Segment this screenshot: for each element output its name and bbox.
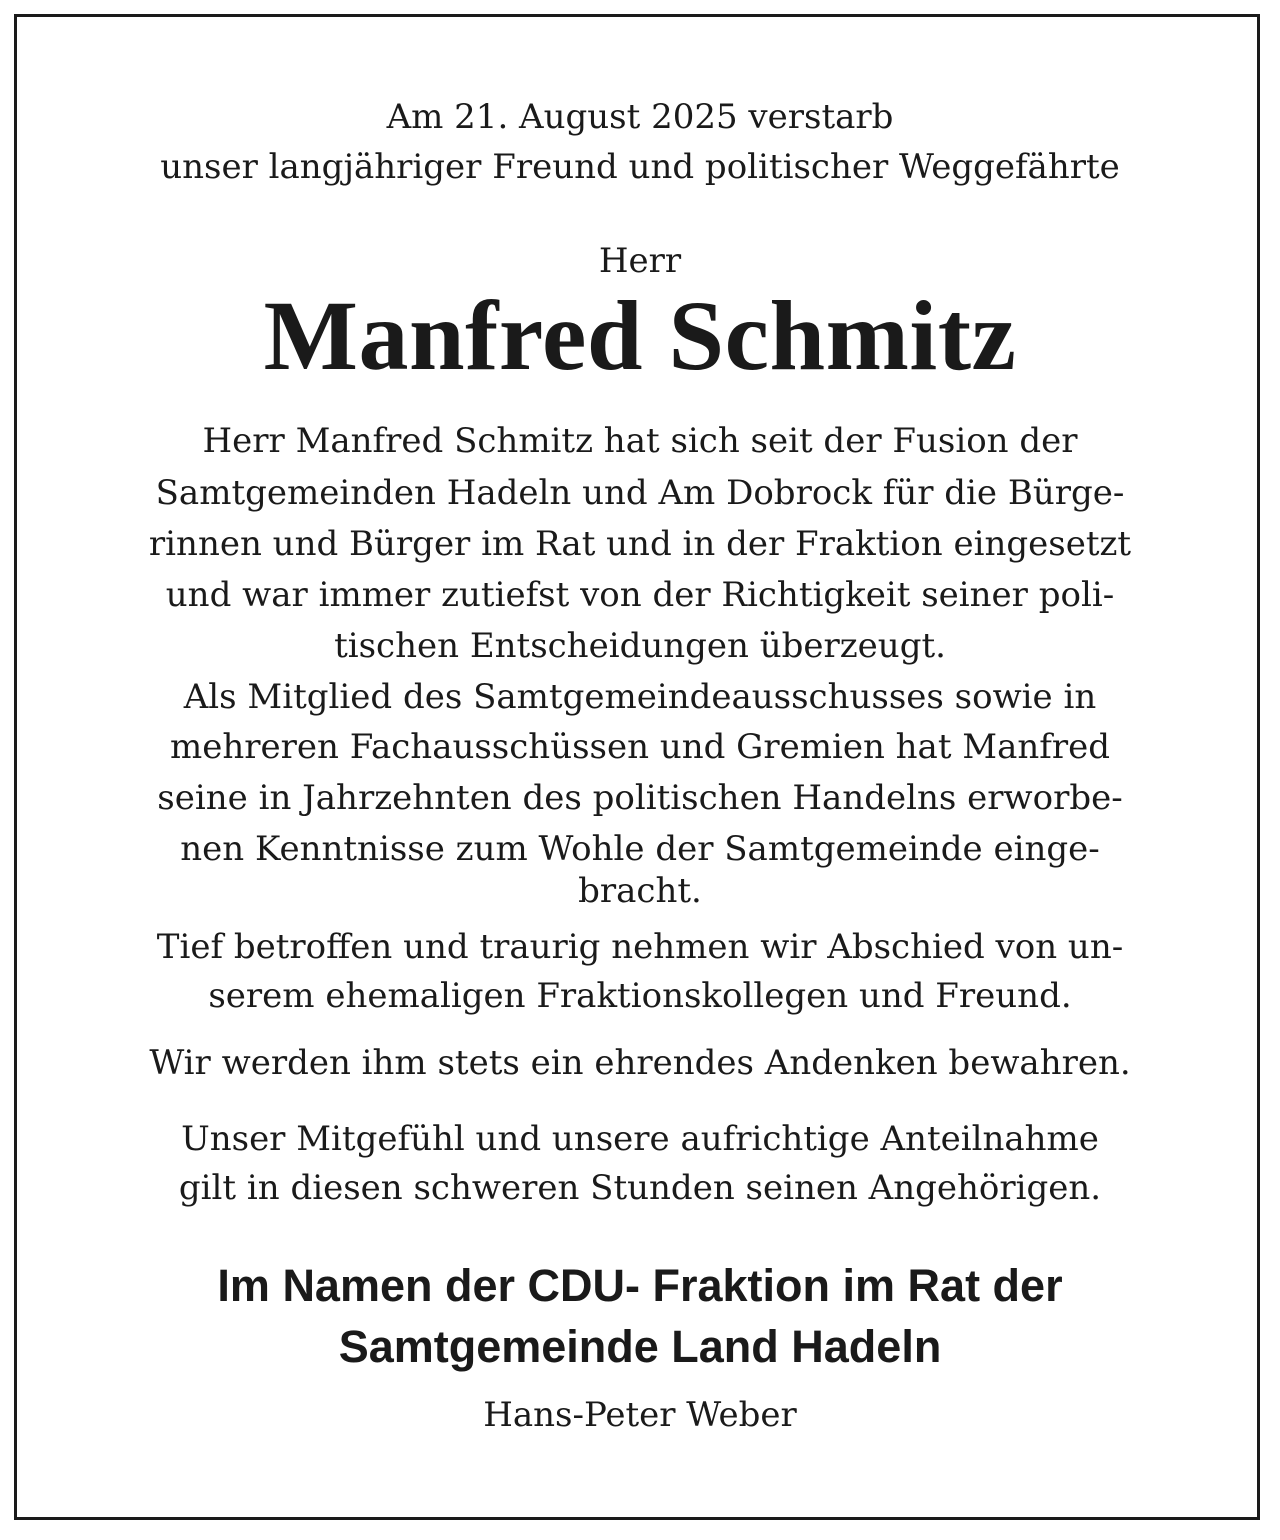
signature-org-line-1: Im Namen der CDU- Fraktion im Rat der bbox=[217, 1260, 1063, 1311]
body-line: Als Mitglied des Samtgemeindeausschusses sowie in bbox=[183, 677, 1097, 717]
body-line: nen Kenntnisse zum Wohle der Samtgemeinde einge- bbox=[180, 829, 1100, 869]
body-line: gilt in diesen schweren Stunden seinen Angehörigen. bbox=[178, 1168, 1102, 1208]
body-line: rinnen und Bürger im Rat und in der Fraktion eingesetzt bbox=[148, 524, 1132, 564]
signer-name: Hans-Peter Weber bbox=[483, 1395, 797, 1435]
deceased-name: Manfred Schmitz bbox=[263, 280, 1017, 391]
body-line: Samtgemeinden Hadeln und Am Dobrock für die Bürge- bbox=[155, 473, 1125, 513]
body-line: und war immer zutiefst von der Richtigkeit seiner poli- bbox=[165, 575, 1115, 615]
body-line: Wir werden ihm stets ein ehrendes Andenken bewahren. bbox=[149, 1043, 1131, 1083]
intro-line-1: Am 21. August 2025 verstarb bbox=[386, 97, 894, 137]
body-line: Herr Manfred Schmitz hat sich seit der Fusion der bbox=[202, 421, 1078, 461]
salutation: Herr bbox=[598, 241, 682, 281]
body-line: Tief betroffen und traurig nehmen wir Abschied von un- bbox=[156, 927, 1124, 967]
signature-org-line-2: Samtgemeinde Land Hadeln bbox=[338, 1321, 942, 1372]
body-line: bracht. bbox=[578, 871, 702, 911]
body-line: Unser Mitgefühl und unsere aufrichtige Anteilnahme bbox=[181, 1119, 1099, 1159]
body-line: serem ehemaligen Fraktionskollegen und Freund. bbox=[208, 976, 1072, 1016]
body-line: seine in Jahrzehnten des politischen Handelns erworbe- bbox=[157, 778, 1123, 818]
body-line: mehreren Fachausschüssen und Gremien hat Manfred bbox=[169, 727, 1110, 767]
intro-line-2: unser langjähriger Freund und politischer Weggefährte bbox=[160, 147, 1120, 187]
body-line: tischen Entscheidungen überzeugt. bbox=[334, 626, 946, 666]
